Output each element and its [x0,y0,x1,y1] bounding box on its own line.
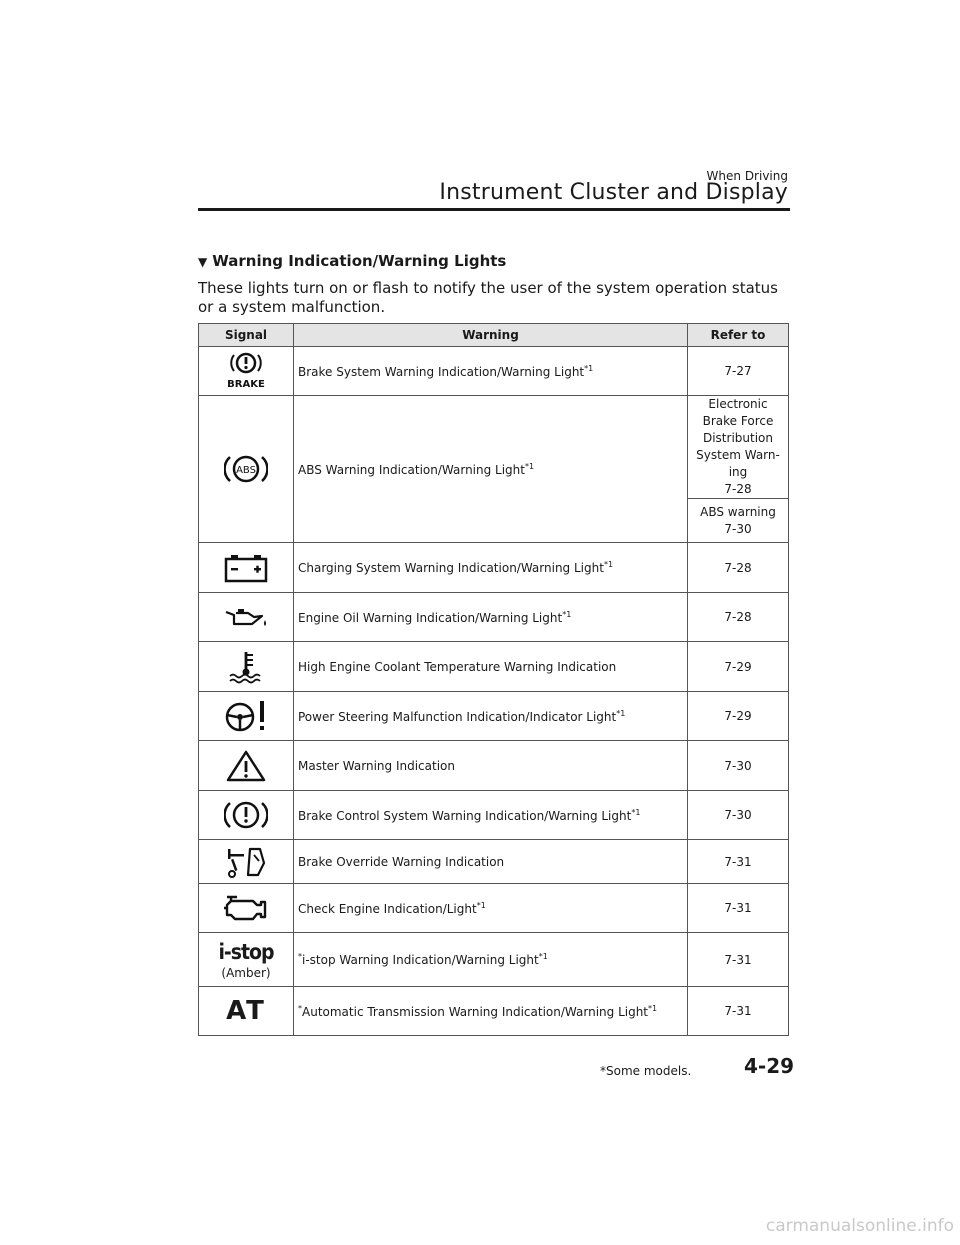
signal-cell [199,987,294,1036]
table-row [199,791,789,840]
signal-cell [199,791,294,840]
refer-cell [688,396,789,499]
table-row [199,347,789,396]
refer-page: 7-30 [724,521,752,536]
brake-override-icon [224,845,268,879]
coolant-temperature-icon [226,650,266,684]
i-stop-icon: i-stop [218,939,274,964]
table-row [199,593,789,642]
warning-text: i-stop Warning Indication/Warning Light [302,953,539,967]
warning-cell [294,884,688,933]
refer-cell: 7-31 [688,840,789,884]
warning-cell [294,933,688,987]
refer-cell: 7-30 [688,741,789,791]
signal-cell [199,692,294,741]
warning-text: Brake Override Warning Indication [298,854,505,869]
footnote-mark: *1 [538,952,548,961]
warning-lights-table [198,323,789,1036]
warning-text: Charging System Warning Indication/Warning Light [298,561,604,575]
intro-paragraph: These lights turn on or flash to notify the user of the system operation status or a system malfunction. [198,279,778,316]
master-warning-icon [225,749,267,783]
warning-cell [294,543,688,593]
footnote-mark: *1 [525,461,535,471]
footnote-mark: *1 [616,708,626,718]
oil-can-icon [222,606,270,628]
footnote-mark: *1 [584,363,594,373]
heading-marker: ▼ [198,255,208,269]
warning-text: Brake Control System Warning Indication/Warning Light [298,808,632,823]
table-row [199,741,789,791]
warning-text: Brake System Warning Indication/Warning Light [298,364,585,379]
warning-cell [294,741,688,791]
signal-cell [199,642,294,692]
warning-text: Automatic Transmission Warning Indication/Warning Light [302,1004,649,1019]
signal-cell [199,593,294,642]
signal-cell [199,543,294,593]
table-row [199,543,789,593]
warning-cell [294,692,688,741]
warning-text: Power Steering Malfunction Indication/Indicator Light [298,709,617,724]
model-mark: * [298,1003,302,1013]
warning-text: Master Warning Indication [298,758,455,773]
warning-text: High Engine Coolant Temperature Warning Indication [298,659,617,674]
signal-cell [199,840,294,884]
table-row [199,692,789,741]
page-number: 4-29 [744,1054,795,1078]
footnote-mark: *1 [562,609,572,619]
footnote-mark: *1 [631,807,641,817]
refer-cell: 7-28 [688,543,789,593]
brake-control-icon [224,797,268,833]
table-header-row [199,324,789,347]
table-row [199,396,789,499]
refer-cell: 7-31 [688,933,789,987]
column-header-signal: Signal [199,324,294,347]
warning-cell [294,987,688,1036]
watermark: carmanualsonline.info [765,1216,954,1236]
table-row [199,987,789,1036]
header-rule [198,208,790,211]
refer-cell: 7-31 [688,987,789,1036]
table-row [199,840,789,884]
warning-text: Check Engine Indication/Light [298,901,477,916]
refer-cell: 7-30 [688,791,789,840]
warning-cell [294,347,688,396]
check-engine-icon [221,893,271,923]
signal-cell [199,884,294,933]
warning-cell [294,840,688,884]
warning-cell [294,642,688,692]
svg-text:ABS: ABS [236,465,256,476]
refer-cell: 7-31 [688,884,789,933]
refer-page: 7-28 [724,482,752,496]
warning-cell [294,396,688,543]
warning-text: Engine Oil Warning Indication/Warning Light [298,610,563,625]
footnote-mark: *1 [648,1003,658,1013]
signal-cell [199,933,294,987]
column-header-warning: Warning [294,324,688,347]
model-mark: * [298,952,302,961]
chapter-title: Instrument Cluster and Display [439,180,788,205]
table-row [199,933,789,987]
battery-icon [223,553,269,583]
section-heading [198,252,506,270]
warning-cell [294,593,688,642]
at-warning-icon: AT [226,996,266,1026]
footnote-some-models: *Some models. [600,1064,692,1078]
refer-cell [688,499,789,543]
amber-caption: (Amber) [221,965,271,980]
refer-cell: 7-28 [688,593,789,642]
power-steering-icon [222,698,270,734]
column-header-refer-to: Refer to [688,324,789,347]
refer-cell: 7-29 [688,692,789,741]
refer-cell: 7-29 [688,642,789,692]
warning-text: ABS Warning Indication/Warning Light [298,462,525,477]
svg-text:BRAKE: BRAKE [227,379,265,390]
signal-cell [199,347,294,396]
footnote-mark: *1 [603,560,614,569]
signal-cell [199,396,294,543]
warning-cell [294,791,688,840]
table-row [199,642,789,692]
footnote-mark: *1 [476,900,486,910]
heading-text: Warning Indication/Warning Lights [212,252,507,270]
signal-cell [199,741,294,791]
section-name: When Driving [706,169,788,183]
refer-cell: 7-27 [688,347,789,396]
refer-text: ABS warning [700,504,776,519]
abs-warning-icon [224,451,268,487]
table-row [199,884,789,933]
brake-warning-icon [226,351,266,391]
refer-text: Electronic Brake Force Distribution System Warn-ing [696,397,780,479]
